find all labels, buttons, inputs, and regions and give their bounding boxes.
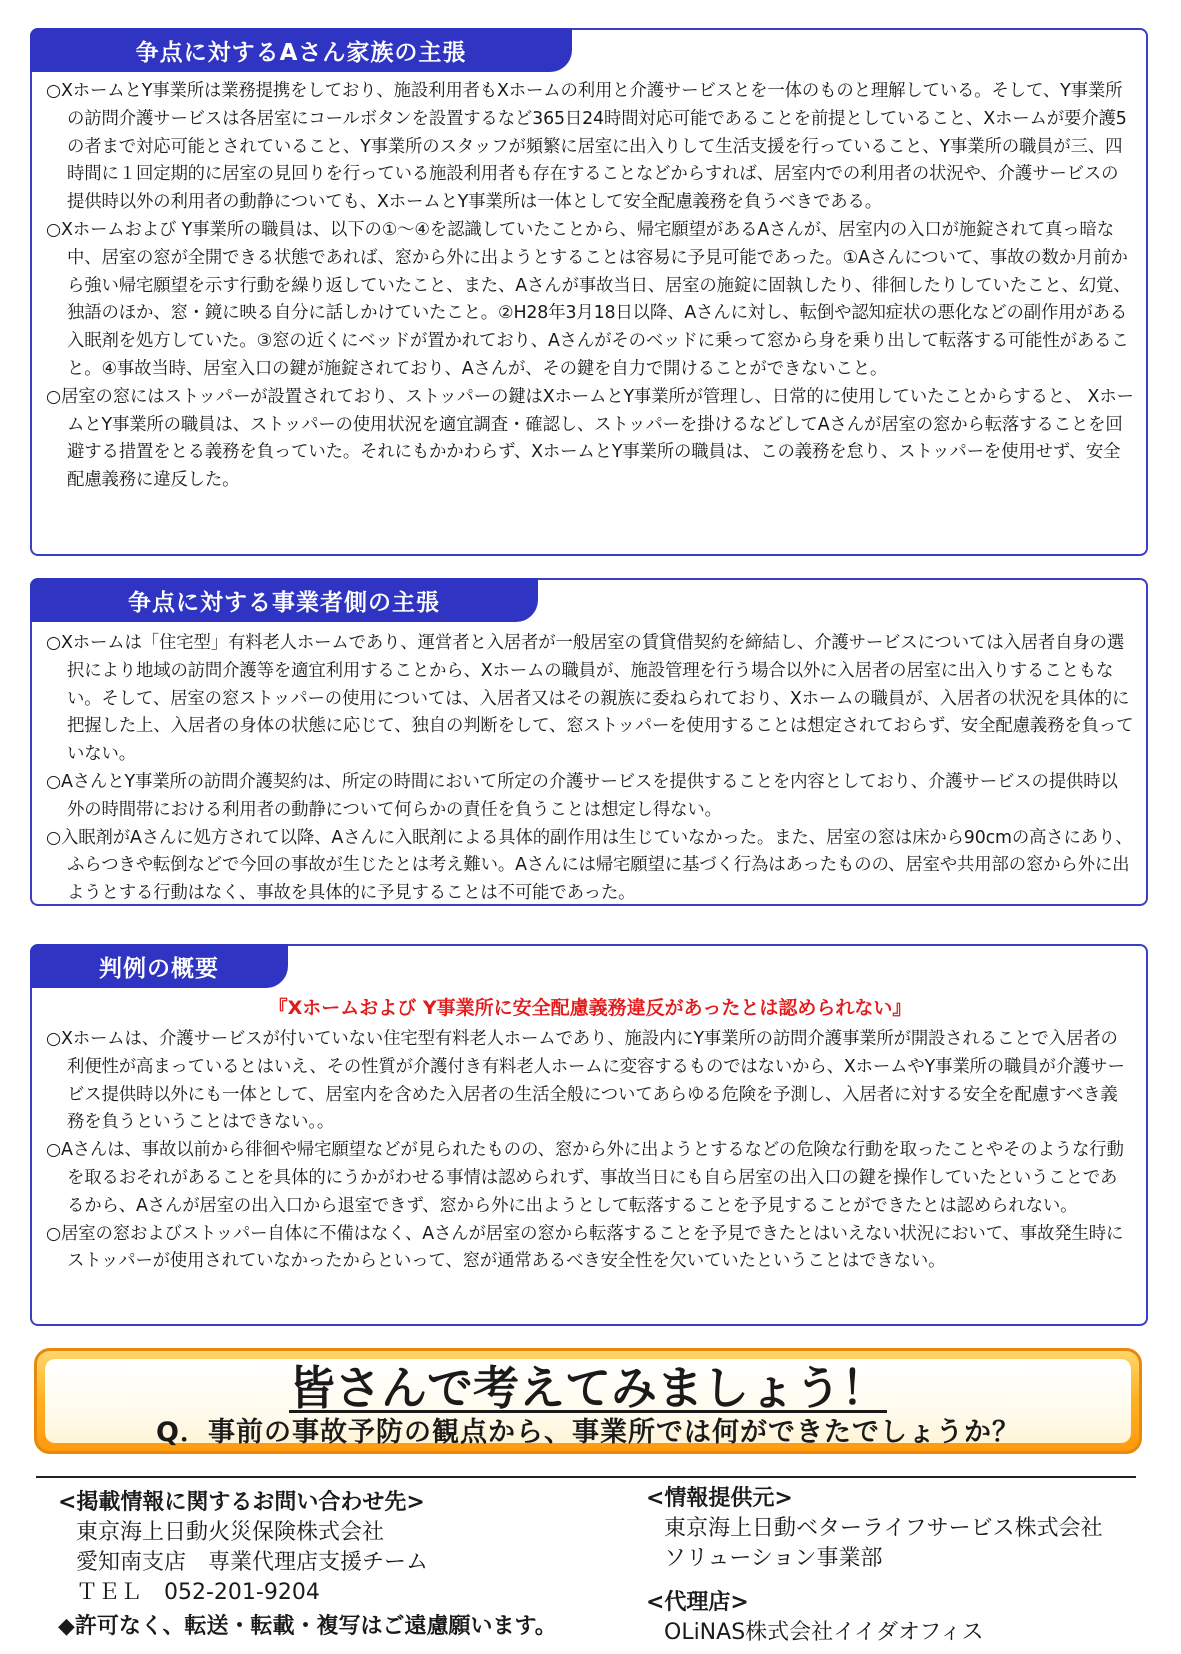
operator-claim-title: 争点に対する事業者側の主張 bbox=[30, 578, 538, 622]
ruling-conclusion: 『Xホームおよび Y事業所に安全配慮義務違反があったとは認められない』 bbox=[268, 997, 912, 1019]
provider-line-2: ソリューション事業部 bbox=[664, 1546, 883, 1571]
ruling-section bbox=[30, 944, 1148, 1326]
operator-claim-body bbox=[46, 630, 1134, 908]
contact-heading: <掲載情報に関するお問い合わせ先> bbox=[58, 1490, 425, 1515]
agency-line-1: OLiNAS株式会社イイダオフィス bbox=[664, 1620, 984, 1645]
ruling-paragraph-2: ○Aさんは、事故以前から徘徊や帰宅願望などが見られたものの、窓から外に出ようとするなどの危険な行動を取ったことやそのような行動を取るおそれがあることを具体的にうかがわせる事情は認められず、事故当日にも自ら居室の出入口の鍵を操作していたということであるから、Aさんが居室の出入口から退室できず、窓から外に出ようとして転落することを予見することができたとは認められない。 bbox=[46, 1140, 1124, 1216]
family-claim-paragraph-2: ○Xホームおよび Y事業所の職員は、以下の①～④を認識していたことから、帰宅願望があるAさんが、居室内の入口が施錠されて真っ暗な中、居室の窓が全開できる状態であれば、窓から外に出ようとすることは容易に予見可能であった。①Aさんについて、事故の数か月前から強い帰宅願望を示す行動を繰り返していたこと、また、Aさんが事故当日、居室の施錠に固執したり、徘徊したりしていたこと、幻覚、独語のほか、窓・鏡に映る自分に話しかけていたこと。②H28年3月18日以降、Aさんに対し、転倒や認知症状の悪化などの副作用がある入眠剤を処方していた。③窓の近くにベッドが置かれており、Aさんがそのベッドに乗って窓から身を乗り出して転落する可能性があること。④事故当時、居室入口の鍵が施錠されており、Aさんが、その鍵を自力で開けることができないこと。 bbox=[46, 219, 1131, 379]
family-claim-title: 争点に対するAさん家族の主張 bbox=[30, 28, 572, 72]
copy-notice: ◆許可なく、転送・転載・複写はご遠慮願います。 bbox=[58, 1614, 557, 1639]
family-claim-body bbox=[46, 78, 1134, 495]
contact-line-3: ＴＥＬ 052-201-9204 bbox=[76, 1580, 320, 1605]
ruling-title: 判例の概要 bbox=[30, 944, 288, 988]
provider-line-1: 東京海上日動ベターライフサービス株式会社 bbox=[664, 1516, 1103, 1541]
operator-claim-section bbox=[30, 578, 1148, 906]
footer-contact bbox=[58, 1488, 638, 1642]
ruling-paragraph-1: ○Xホームは、介護サービスが付いていない住宅型有料老人ホームであり、施設内にY事業所の訪問介護事業所が開設されることで入居者の利便性が高まっているとはいえ、その性質が介護付き有料老人ホームに変容するものではないから、XホームやY事業所の職員が介護サービス提供時以外にも一体として、居室内を含めた入居者の生活全般についてあらゆる危険を予測し、入居者に対する安全を配慮すべき義務を負うということはできない。。 bbox=[46, 1029, 1125, 1133]
family-claim-paragraph-3: ○居室の窓にはストッパーが設置されており、ストッパーの鍵はXホームとY事業所が管理し、日常的に使用していたことからすると、 XホームとY事業所の職員は、ストッパーの使用状況を適宜調査・確認し、ストッパーを掛けるなどしてAさんが居室の窓から転落することを回避する措置をとる義務を負っていた。それにもかかわらず、XホームとY事業所の職員は、この義務を怠り、ストッパーを使用せず、安全配慮義務に違反した。 bbox=[46, 386, 1134, 491]
contact-line-2: 愛知南支店 専業代理店支援チーム bbox=[76, 1550, 429, 1575]
banner-title-text: 皆さんで考えてみましょう！ bbox=[289, 1361, 887, 1415]
footer-provider bbox=[646, 1484, 1176, 1648]
operator-claim-paragraph-1: ○Xホームは「住宅型」有料老人ホームであり、運営者と入居者が一般居室の賃貸借契約を締結し、介護サービスについては入居者自身の選択により地域の訪問介護等を適宜利用することから、Xホームの職員が、施設管理を行う場合以外に入居者の居室に出入りすることもない。そして、居室の窓ストッパーの使用については、入居者又はその親族に委ねられており、Xホームの職員が、入居者の状況を具体的に把握した上、入居者の身体の状態に応じて、独自の判断をして、窓ストッパーを使用することは想定されておらず、安全配慮義務を負っていない。 bbox=[46, 633, 1134, 765]
operator-claim-paragraph-3: ○入眠剤がAさんに処方されて以降、Aさんに入眠剤による具体的副作用は生じていなかった。また、居室の窓は床から90cmの高さにあり、ふらつきや転倒などで今回の事故が生じたとは考え難い。Aさんには帰宅願望に基づく行為はあったものの、居室や共用部の窓から外に出ようとする行動はなく、事故を具体的に予見することは不可能であった。 bbox=[46, 827, 1133, 904]
discussion-banner bbox=[34, 1348, 1142, 1454]
contact-line-1: 東京海上日動火災保険株式会社 bbox=[76, 1520, 385, 1545]
footer-divider bbox=[36, 1476, 1136, 1478]
ruling-paragraph-3: ○居室の窓およびストッパー自体に不備はなく、Aさんが居室の窓から転落することを予見できたとはいえない状況において、事故発生時にストッパーが使用されていなかったからといって、窓が通常あるべき安全性を欠いていたということはできない。 bbox=[46, 1223, 1124, 1272]
banner-question: Q．事前の事故予防の観点から、事業所では何ができたでしょうか？ bbox=[156, 1417, 1020, 1448]
banner-title bbox=[45, 1361, 1131, 1415]
provider-heading: <情報提供元> bbox=[646, 1486, 793, 1511]
family-claim-section bbox=[30, 28, 1148, 556]
agency-heading: <代理店> bbox=[646, 1590, 749, 1615]
family-claim-paragraph-1: ○XホームとY事業所は業務提携をしており、施設利用者もXホームの利用と介護サービスとを一体のものと理解している。そして、Y事業所の訪問介護サービスは各居室にコールボタンを設置するなど365日24時間対応可能であることを前提としていること、Xホームが要介護5の者まで対応可能とされていること、Y事業所のスタッフが頻繁に居室に出入りして生活支援を行っていること、Y事業所の職員が三、四時間に１回定期的に居室の見回りを行っている施設利用者も存在することなどからすれば、居室内での利用者の状況や、介護サービスの提供時以外の利用者の動静についても、XホームとY事業所は一体として安全配慮義務を負うべきである。 bbox=[46, 81, 1127, 213]
operator-claim-paragraph-2: ○AさんとY事業所の訪問介護契約は、所定の時間において所定の介護サービスを提供することを内容としており、介護サービスの提供時以外の時間帯における利用者の動静について何らかの責任を負うことは想定し得ない。 bbox=[46, 771, 1118, 820]
ruling-body bbox=[46, 994, 1134, 1276]
discussion-banner-inner bbox=[45, 1359, 1131, 1448]
